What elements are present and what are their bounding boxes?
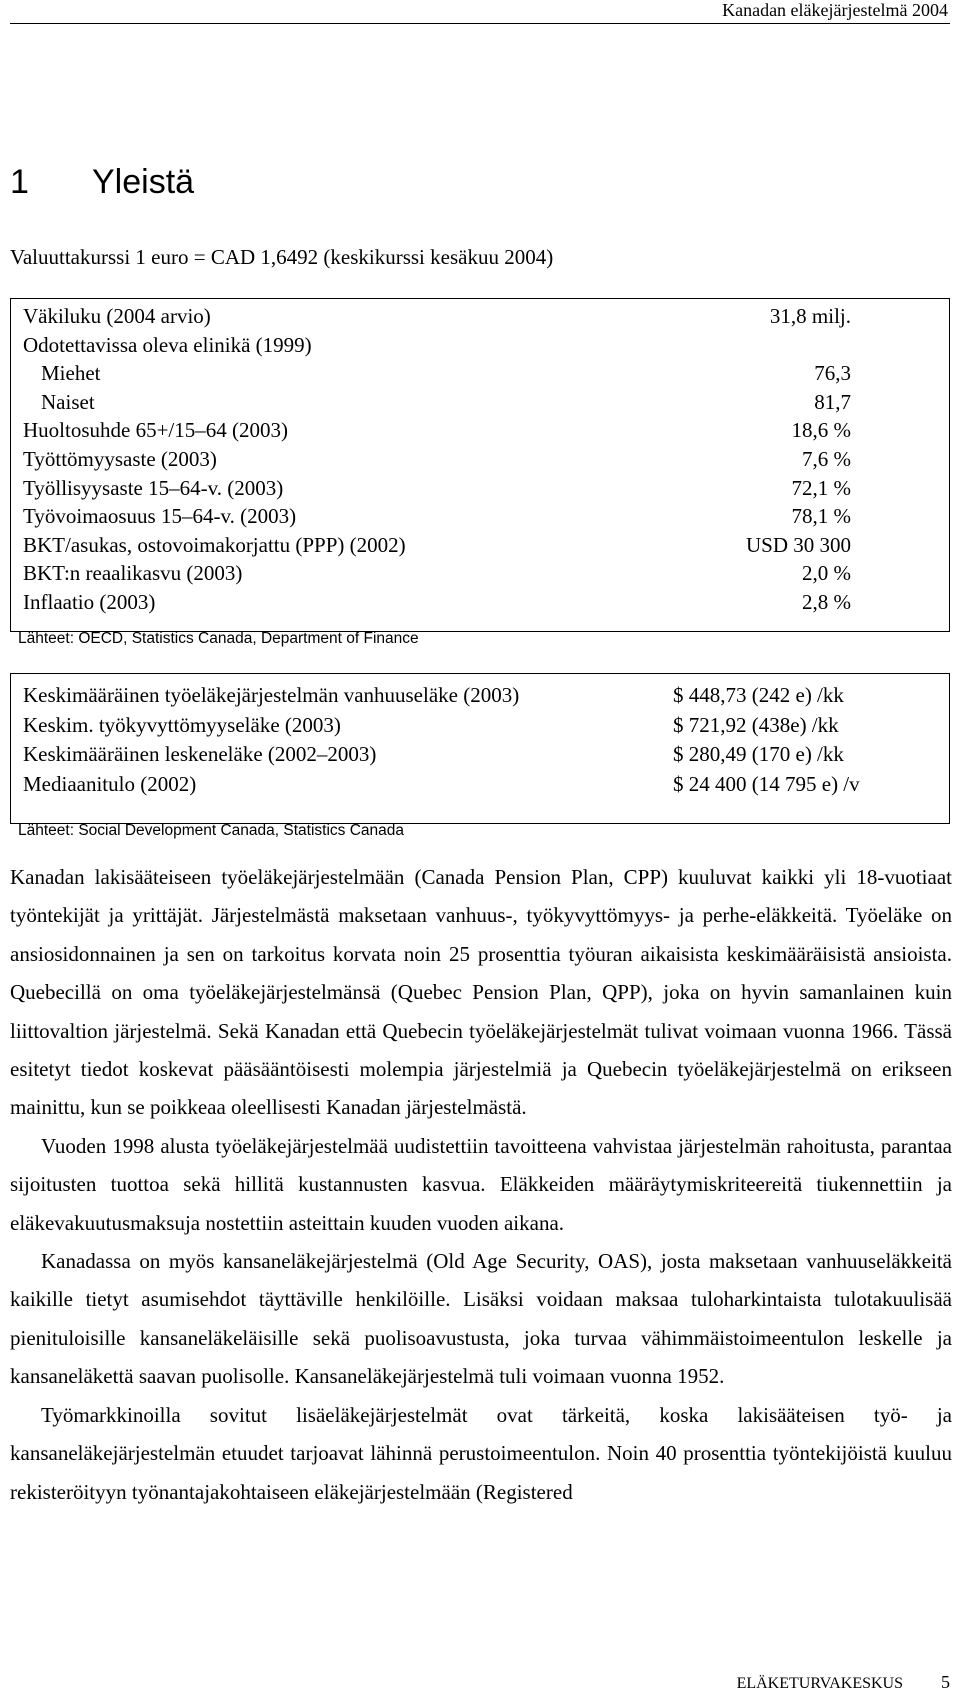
table-source: Lähteet: OECD, Statistics Canada, Department of Finance xyxy=(18,630,419,647)
table-row xyxy=(11,588,949,617)
row-label: Työttömyysaste (2003) xyxy=(23,446,217,471)
table-row xyxy=(11,740,949,770)
row-label: Inflaatio (2003) xyxy=(23,589,156,614)
row-label: BKT/asukas, ostovoimakorjattu (PPP) (2002) xyxy=(23,532,406,557)
row-value: 81,7 xyxy=(814,389,851,414)
statistics-table xyxy=(10,298,950,647)
row-value: $ 721,92 (438e) /kk xyxy=(673,712,839,737)
row-label: Keskimääräinen työeläkejärjestelmän vanhuuseläke (2003) xyxy=(23,683,520,707)
row-label: Keskimääräinen leskeneläke (2002–2003) xyxy=(23,742,377,767)
row-value: 2,0 % xyxy=(802,561,851,586)
row-value: $ 24 400 (14 795 e) /v xyxy=(673,771,860,796)
table-source: Lähteet: Social Development Canada, Statistics Canada xyxy=(18,822,405,839)
table-row xyxy=(11,331,949,360)
page-number: 5 xyxy=(941,1672,950,1692)
table-row xyxy=(11,474,949,503)
table-row xyxy=(11,711,949,741)
publisher-name: ELÄKETURVAKESKUS xyxy=(736,1675,903,1692)
row-value: $ 280,49 (170 e) /kk xyxy=(673,742,844,767)
paragraph: Kanadan lakisääteiseen työeläkejärjestelmään (Canada Pension Plan, CPP) kuuluvat kaikki yli 18-vuotiaat työntekijät ja yrittäjät. Järjestelmästä maksetaan vanhuus-, työkyvyttömyys- ja perhe-eläkkeitä. Työeläke on ansiosidonnainen ja sen on tarkoitus korvata noin 25 prosenttia työuran aikaisista keskimääräisistä ansioista. Quebecillä on oma työeläkejärjestelmänsä (Quebec Pension Plan, QPP), joka on hyvin samanlainen kuin liittovaltion järjestelmä. Sekä Kanadan että Quebecin työeläkejärjestelmät tulivat voimaan vuonna 1966. Tässä esitetyt tiedot koskevat pääsääntöisesti molempia järjestelmiä ja Quebecin työeläkejärjestelmä on erikseen mainittu, kun se poikkeaa oleellisesti Kanadan järjestelmästä. xyxy=(10,865,952,1120)
table-row xyxy=(11,359,949,388)
row-label: Keskim. työkyvyttömyyseläke (2003) xyxy=(23,712,341,737)
row-value: 78,1 % xyxy=(791,504,851,529)
table-row xyxy=(11,531,949,560)
row-label: Mediaanitulo (2002) xyxy=(23,771,197,796)
table-row xyxy=(11,388,949,417)
row-value: USD 30 300 xyxy=(745,532,851,557)
row-label: Huoltosuhde 65+/15–64 (2003) xyxy=(23,418,288,443)
table-row xyxy=(11,770,949,800)
body-text xyxy=(10,858,952,1511)
table-row xyxy=(11,681,949,711)
table-row xyxy=(11,502,949,531)
row-value: $ 448,73 (242 e) /kk xyxy=(673,683,844,707)
row-label: Väkiluku (2004 arvio) xyxy=(23,304,211,328)
row-label: Naiset xyxy=(41,389,95,414)
table-row xyxy=(11,302,949,331)
exchange-rate-note: Valuuttakurssi 1 euro = CAD 1,6492 (keskikurssi kesäkuu 2004) xyxy=(10,245,554,269)
row-label: BKT:n reaalikasvu (2003) xyxy=(23,561,243,586)
row-value: 2,8 % xyxy=(802,589,851,614)
table-row xyxy=(11,559,949,588)
page-header xyxy=(10,0,950,24)
section-number: 1 xyxy=(10,163,29,201)
row-label: Odotettavissa oleva elinikä (1999) xyxy=(23,332,312,357)
row-label: Työllisyysaste 15–64-v. (2003) xyxy=(23,475,284,500)
table-row xyxy=(11,445,949,474)
row-value: 18,6 % xyxy=(791,418,851,443)
paragraph: Kanadassa on myös kansaneläkejärjestelmä (Old Age Security, OAS), josta maksetaan vanhuuseläkkeitä kaikille tietyt asumisehdot täyttäville henkilöille. Lisäksi voidaan maksaa tuloharkintaista tulotakuulisää pienituloisille kansaneläkeläisille sekä puolisoavustusta, joka turvaa vähimmäistoimeentulon leskelle ja kansaneläkettä saavan puolisolle. Kansaneläkejärjestelmä tuli voimaan vuonna 1952. xyxy=(10,1249,952,1389)
row-label: Työvoimaosuus 15–64-v. (2003) xyxy=(23,504,297,529)
row-value: 72,1 % xyxy=(791,475,851,500)
paragraph: Vuoden 1998 alusta työeläkejärjestelmää uudistettiin tavoitteena vahvistaa järjestelmän rahoitusta, parantaa sijoitusten tuottoa sekä hillitä kustannusten kasvua. Eläkkeiden määräytymiskriteereitä tiukennettiin ja eläkevakuutusmaksuja nostettiin asteittain kuuden vuoden aikana. xyxy=(10,1133,952,1235)
running-title: Kanadan eläkejärjestelmä 2004 xyxy=(722,0,948,20)
row-value: 76,3 xyxy=(814,361,851,386)
section-heading xyxy=(10,160,194,204)
paragraph: Työmarkkinoilla sovitut lisäeläkejärjestelmät ovat tärkeitä, koska lakisääteisen työ- ja kansaneläkejärjestelmän etuudet tarjoavat lähinnä perustoimeentulon. Noin 40 prosenttia työntekijöistä kuuluu rekisteröityyn työnantajakohtaiseen eläkejärjestelmään (Registered xyxy=(10,1402,952,1504)
page-footer xyxy=(737,1672,950,1694)
row-value: 7,6 % xyxy=(802,446,851,471)
table-row xyxy=(11,416,949,445)
section-title: Yleistä xyxy=(92,163,195,201)
row-label: Miehet xyxy=(41,361,101,386)
row-value: 31,8 milj. xyxy=(769,304,851,328)
pension-table xyxy=(10,673,950,839)
